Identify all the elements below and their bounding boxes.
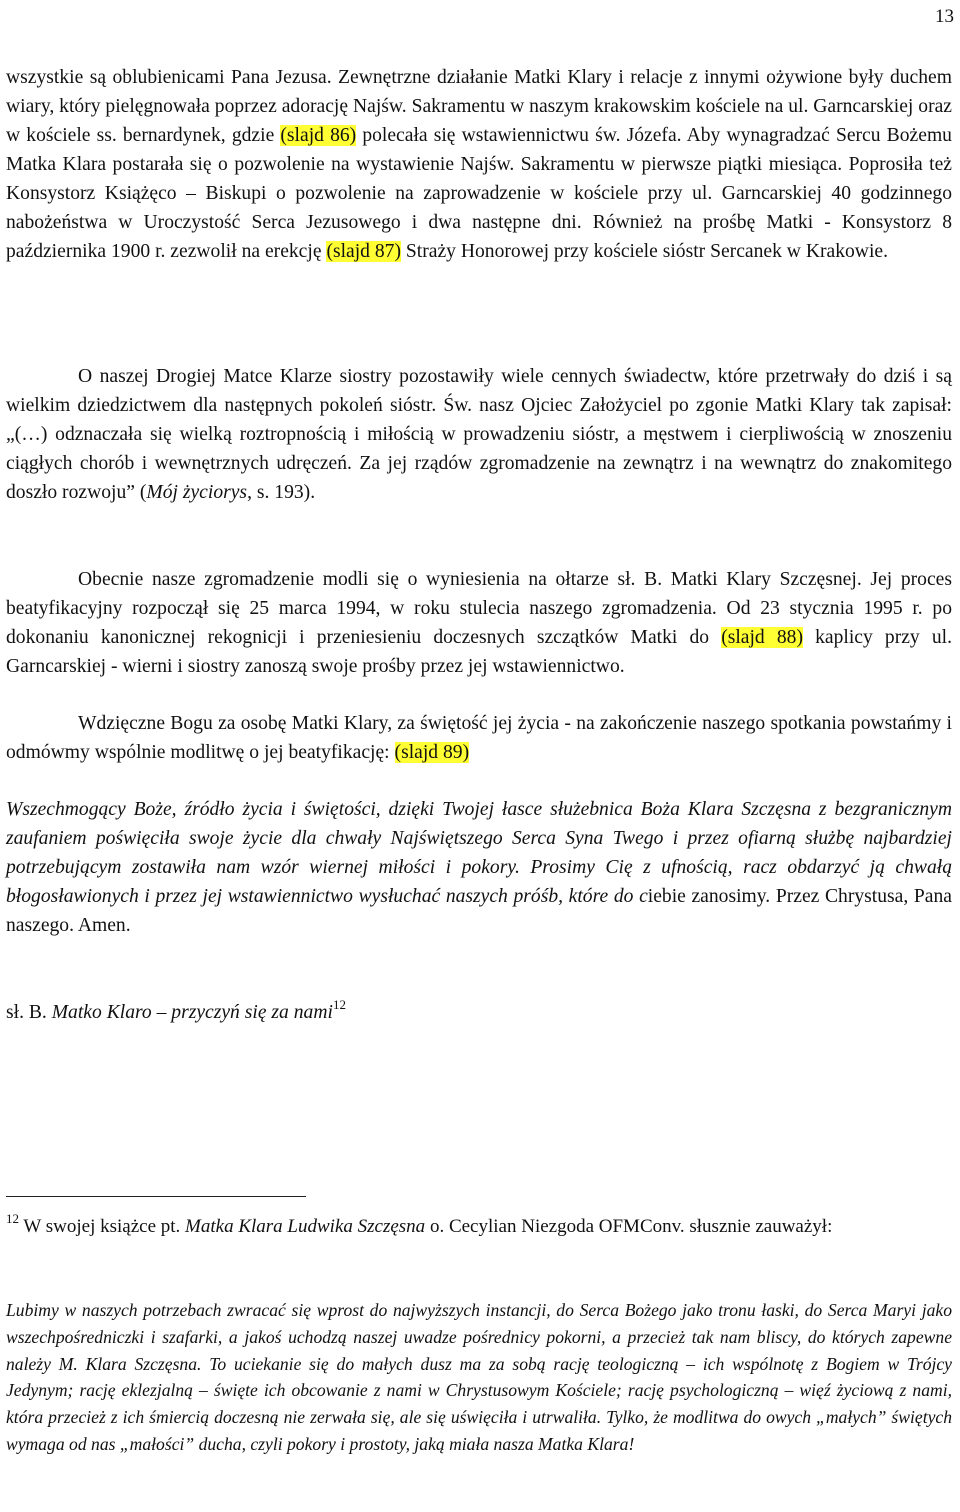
- prayer-text: [6, 795, 952, 940]
- slide-ref-86: (slajd 86): [280, 125, 357, 146]
- p3-text-1: Obecnie nasze zgromadzenie modli się o wyniesienia na ołtarze sł. B. Matki Klary Szczęsnej. Jej proces beatyfikacyjny rozpoczął się 25 marca 1994, w roku stulecia naszego zgromadzenia. Od 23 stycznia 1995 r. po dokonaniu kanonicznej rekognicji i przeniesieniu doczesnych szczątków Matki do: [6, 569, 952, 648]
- paragraph-testimonies: [6, 362, 952, 507]
- slide-ref-88: (slajd 88): [721, 627, 803, 648]
- closing-name: Matko Klaro: [51, 1002, 152, 1023]
- p2-text-1: O naszej Drogiej Matce Klarze siostry pozostawiły wiele cennych świadectw, które przetrwały do dziś i są wielkim dziedzictwem dla następnych pokoleń sióstr. Św. nasz Ojciec Założyciel po zgonie Matki Klary tak zapisał: „(…) odznaczała się wielką roztropnością i miłością w prowadzeniu sióstr, a męstwem i cierpliwością w znoszeniu ciągłych chorób i wewnętrznych udręczeń. Za jej rządów zgromadzenie na zewnątrz i na wewnątrz do znakomitego doszło rozwoju” (: [6, 366, 952, 503]
- prayer-italic: Wszechmogący Boże, źródło życia i świętości, dzięki Twojej łasce służebnica Boża Klara Szczęsna z bezgranicznym zaufaniem poświęciła swoje życie dla chwały Najświętszego Serca Syna Twego i przez ofiarną służbę najbardziej potrzebującym zostawiła nam wzór wiernej miłości i pokory. Prosimy Cię z ufnością, racz obdarzyć ją chwałą błogosławionych i przez jej wstawiennictwo wysłuchać naszych próśb, które do c: [6, 799, 952, 907]
- p1-text-2: polecała się wstawiennictwu św. Józefa. Aby wynagradzać Sercu Bożemu Matka Klara postarała się o pozwolenie na wystawienie Najśw. Sakramentu w pierwsze piątki miesiąca. Poprosiła też Konsystorz Książęco – Biskupi o pozwolenie na zaprowadzenie w kościele przy ul. Garncarskiej 40 godzinnego nabożeństwa w Uroczystość Serca Jezusowego i dwa następne dni. Również na prośbę Matki - Konsystorz 8 października 1900 r. zezwolił na erekcję: [6, 125, 952, 262]
- slide-ref-87: (slajd 87): [326, 241, 401, 262]
- closing-plea: przyczyń się za nami: [171, 1002, 333, 1023]
- paragraph-beatification: [6, 565, 952, 681]
- closing-dash: –: [151, 1002, 172, 1023]
- footnote-text-1: W swojej książce pt.: [19, 1216, 186, 1237]
- p2-text-2: , s. 193).: [247, 482, 316, 503]
- footnote-number: 12: [6, 1211, 19, 1226]
- book-title-moj-zyciorys: Mój życiorys: [146, 482, 248, 503]
- slide-ref-89: (slajd 89): [394, 742, 470, 763]
- closing-prefix: sł. B.: [6, 1002, 52, 1023]
- closing-invocation: [6, 998, 952, 1027]
- paragraph-adoration: [6, 63, 952, 266]
- p3-text-2: kaplicy przy ul. Garncarskiej - wierni i siostry zanoszą swoje prośby przez jej wstawiennictwo.: [6, 627, 952, 677]
- p4-text-1: Wdzięczne Bogu za osobę Matki Klary, za świętość jej życia - na zakończenie naszego spotkania powstańmy i odmówmy wspólnie modlitwę o jej beatyfikację:: [6, 713, 952, 763]
- footnote-text-2: o. Cecylian Niezgoda OFMConv. słusznie zauważył:: [425, 1216, 833, 1237]
- footnote-reference[interactable]: 12: [332, 997, 346, 1012]
- footnote-divider: [6, 1196, 306, 1197]
- page-number: 13: [935, 6, 954, 27]
- footnote-book-title: Matka Klara Ludwika Szczęsna: [185, 1216, 426, 1237]
- p1-text-1: wszystkie są oblubienicami Pana Jezusa. Zewnętrzne działanie Matki Klary i relacje z innymi ożywione były duchem wiary, który pielęgnowała poprzez adorację Najśw. Sakramentu w naszym krakowskim kościele na ul. Garncarskiej oraz w kościele ss. bernardynek, gdzie: [6, 67, 952, 146]
- p1-text-3: Straży Honorowej przy kościele sióstr Sercanek w Krakowie.: [405, 241, 888, 262]
- paragraph-invitation: [6, 709, 952, 767]
- footnote-12: [6, 1212, 952, 1241]
- prayer-ending: iebie zanosimy. Przez Chrystusa, Pana naszego. Amen.: [6, 886, 952, 936]
- footnote-quote: Lubimy w naszych potrzebach zwracać się wprost do najwyższych instancji, do Serca Bożego jako tronu łaski, do Serca Maryi jako wszechpośredniczki i szafarki, a jakoś uchodzą naszej uwadze pośrednicy pokorni, a przecież tak nam bliscy, do których zapewne należy M. Klara Szczęsna. To uciekanie się do małych dusz ma za sobą rację teologiczną – ich wspólnotę z Bogiem w Trójcy Jedynym; rację eklezjalną – święte ich obcowanie z nami w Chrystusowym Kościele; rację psychologiczną – więź życiową z nami, która przecież z ich śmiercią doczesną nie zerwała się, ale się uświęciła i utrwaliła. Tylko, że modlitwa do owych „małych” świętych wymaga od nas „małości” ducha, czyli pokory i prostoty, jaką miała nasza Matka Klara!: [6, 1300, 952, 1454]
